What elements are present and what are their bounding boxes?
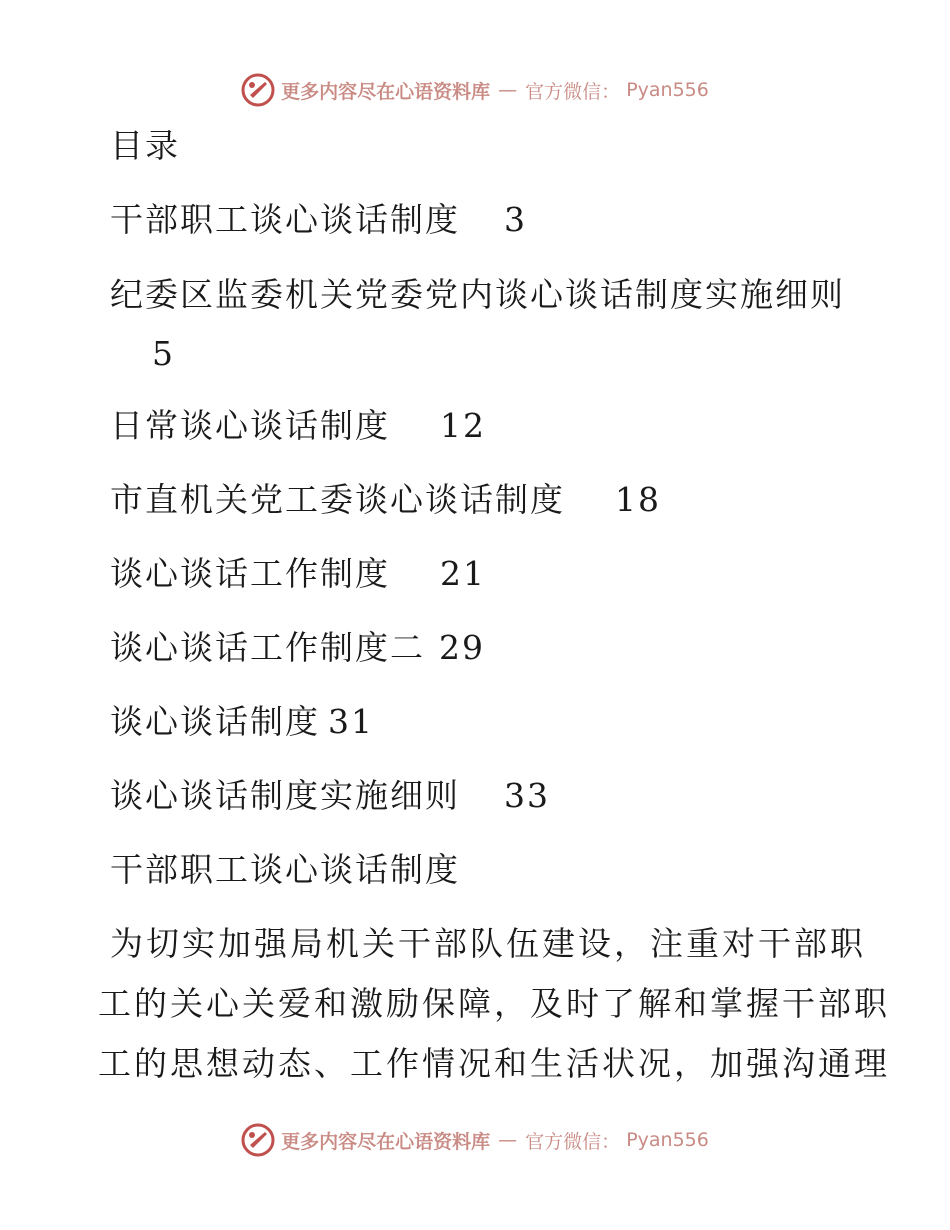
paragraph-line: 为切实加强局机关干部队伍建设，注重对干部职	[110, 924, 866, 963]
toc-entry-title: 日常谈心谈话制度	[110, 406, 390, 445]
watermark-text: 更多内容尽在心语资料库	[281, 80, 491, 103]
paragraph-line: 工的思想动态、工作情况和生活状况，加强沟通理	[98, 1044, 890, 1083]
toc-entry-title: 谈心谈话工作制度	[110, 554, 390, 593]
toc-entry-title: 谈心谈话制度	[110, 702, 320, 741]
section-title: 干部职工谈心谈话制度	[110, 850, 460, 889]
toc-entry-page: 33	[504, 776, 550, 815]
toc-entry-page: 31	[328, 702, 374, 741]
toc-entry	[110, 554, 486, 594]
paragraph-line: 工的关心关爱和激励保障，及时了解和掌握干部职	[98, 984, 890, 1023]
toc-entry-title: 纪委区监委机关党委党内谈心谈话制度实施细则	[110, 275, 845, 314]
watermark-text: 更多内容尽在心语资料库	[281, 1130, 491, 1153]
watermark-dash: —	[498, 79, 518, 101]
toc-entry-title: 市直机关党工委谈心谈话制度	[110, 480, 565, 519]
watermark-wechat: Pyan556	[626, 1129, 709, 1151]
toc-entry-page: 5	[152, 334, 175, 373]
footer-watermark	[0, 1122, 950, 1158]
toc-entry-title: 干部职工谈心谈话制度	[110, 200, 460, 239]
toc-entry-title: 谈心谈话制度实施细则	[110, 776, 460, 815]
toc-entry	[110, 776, 550, 816]
toc-entry-page: 29	[439, 628, 485, 667]
toc-entry-page: 3	[504, 200, 527, 239]
toc-entry	[110, 480, 661, 520]
watermark-dash: —	[498, 1129, 518, 1151]
logo-icon	[241, 1123, 275, 1157]
toc-entry-page: 12	[440, 406, 486, 445]
watermark-wechat: Pyan556	[626, 79, 709, 101]
header-watermark	[0, 72, 950, 108]
toc-entry	[110, 200, 527, 240]
watermark-official: 官方微信：	[525, 1130, 621, 1153]
toc-entry-page: 21	[440, 554, 486, 593]
toc-entry	[110, 406, 486, 446]
toc-entry-title: 谈心谈话工作制度二	[110, 628, 425, 667]
toc-entry	[110, 702, 374, 742]
toc-entry	[110, 275, 845, 315]
toc-entry-page: 18	[615, 480, 661, 519]
toc-entry	[110, 628, 485, 668]
toc-heading: 目录	[110, 126, 180, 165]
logo-icon	[241, 73, 275, 107]
watermark-official: 官方微信：	[525, 80, 621, 103]
